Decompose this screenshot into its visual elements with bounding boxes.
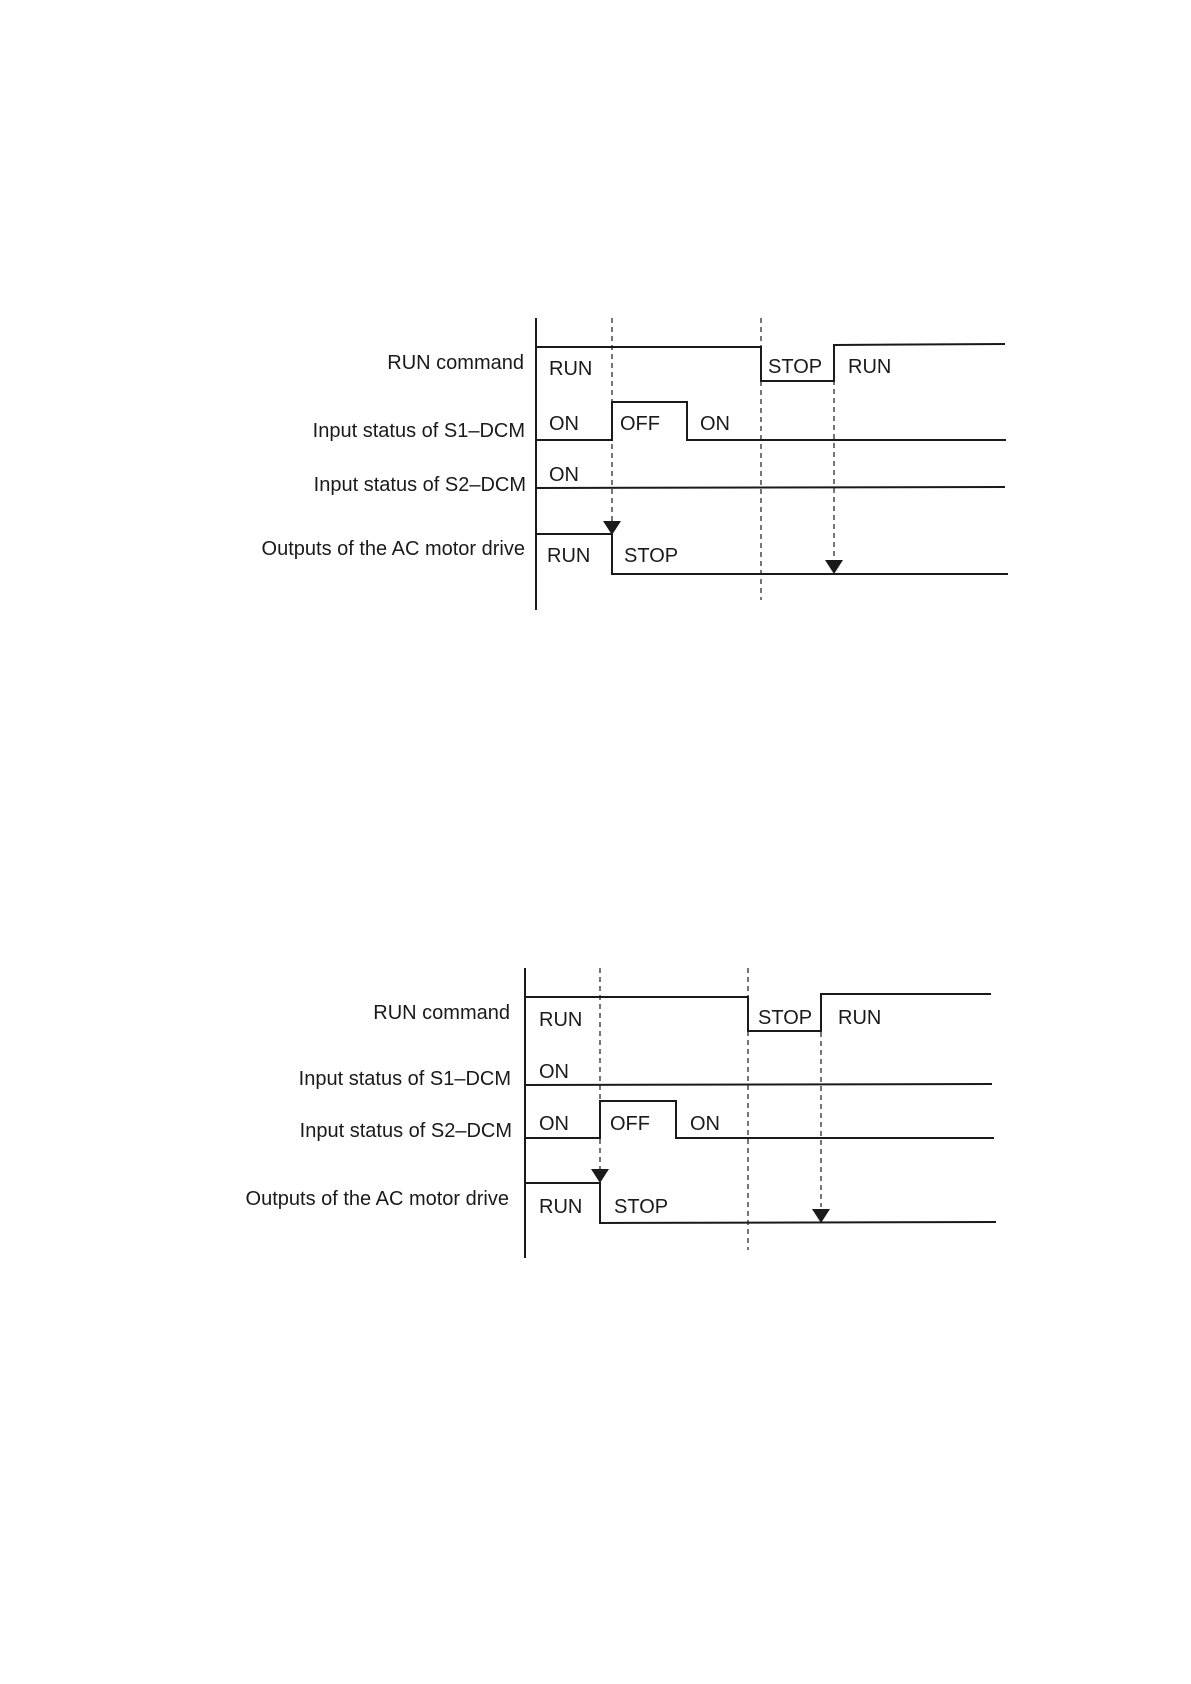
signal-label-s2: Input status of S2–DCM <box>313 474 526 496</box>
state-s2-on: ON <box>539 1113 569 1135</box>
signal-label-run-command: RUN command <box>373 1002 510 1024</box>
state-output-stop: STOP <box>614 1196 669 1218</box>
state-s1-on: ON <box>549 413 579 435</box>
timing-diagram-s1-off <box>262 318 1008 610</box>
state-run-command-stop: STOP <box>768 356 823 378</box>
signal-label-output: Outputs of the AC motor drive <box>245 1188 509 1210</box>
waveform-output <box>525 1183 996 1223</box>
signal-label-s1: Input status of S1–DCM <box>312 420 525 442</box>
state-run-command-run: RUN <box>549 358 593 380</box>
arrowhead-no-restart <box>812 1209 830 1223</box>
waveform-s1 <box>536 402 1006 440</box>
state-output-run: RUN <box>539 1196 583 1218</box>
state-run-command-run-again: RUN <box>848 356 892 378</box>
arrowhead-no-restart <box>825 560 843 574</box>
state-s2-on-again: ON <box>690 1113 720 1135</box>
state-s1-on-again: ON <box>700 413 730 435</box>
state-run-command-run: RUN <box>539 1009 583 1031</box>
waveform-output <box>536 534 1008 574</box>
waveform-s2 <box>525 1101 994 1138</box>
state-output-run: RUN <box>547 545 591 567</box>
signal-label-s1: Input status of S1–DCM <box>298 1068 511 1090</box>
arrowhead-drive-stop <box>603 521 621 535</box>
signal-label-run-command: RUN command <box>387 352 524 374</box>
state-s1-off: OFF <box>620 413 660 435</box>
waveform-s2 <box>536 487 1005 488</box>
state-output-stop: STOP <box>624 545 679 567</box>
signal-label-output: Outputs of the AC motor drive <box>261 538 525 560</box>
state-s2-on: ON <box>549 464 579 486</box>
state-s2-off: OFF <box>610 1113 650 1135</box>
waveform-s1 <box>525 1084 992 1085</box>
state-s1-on: ON <box>539 1061 569 1083</box>
arrowhead-drive-stop <box>591 1169 609 1183</box>
state-run-command-stop: STOP <box>758 1007 813 1029</box>
timing-diagram-s2-off <box>246 968 996 1258</box>
signal-label-s2: Input status of S2–DCM <box>299 1120 512 1142</box>
state-run-command-run-again: RUN <box>838 1007 882 1029</box>
